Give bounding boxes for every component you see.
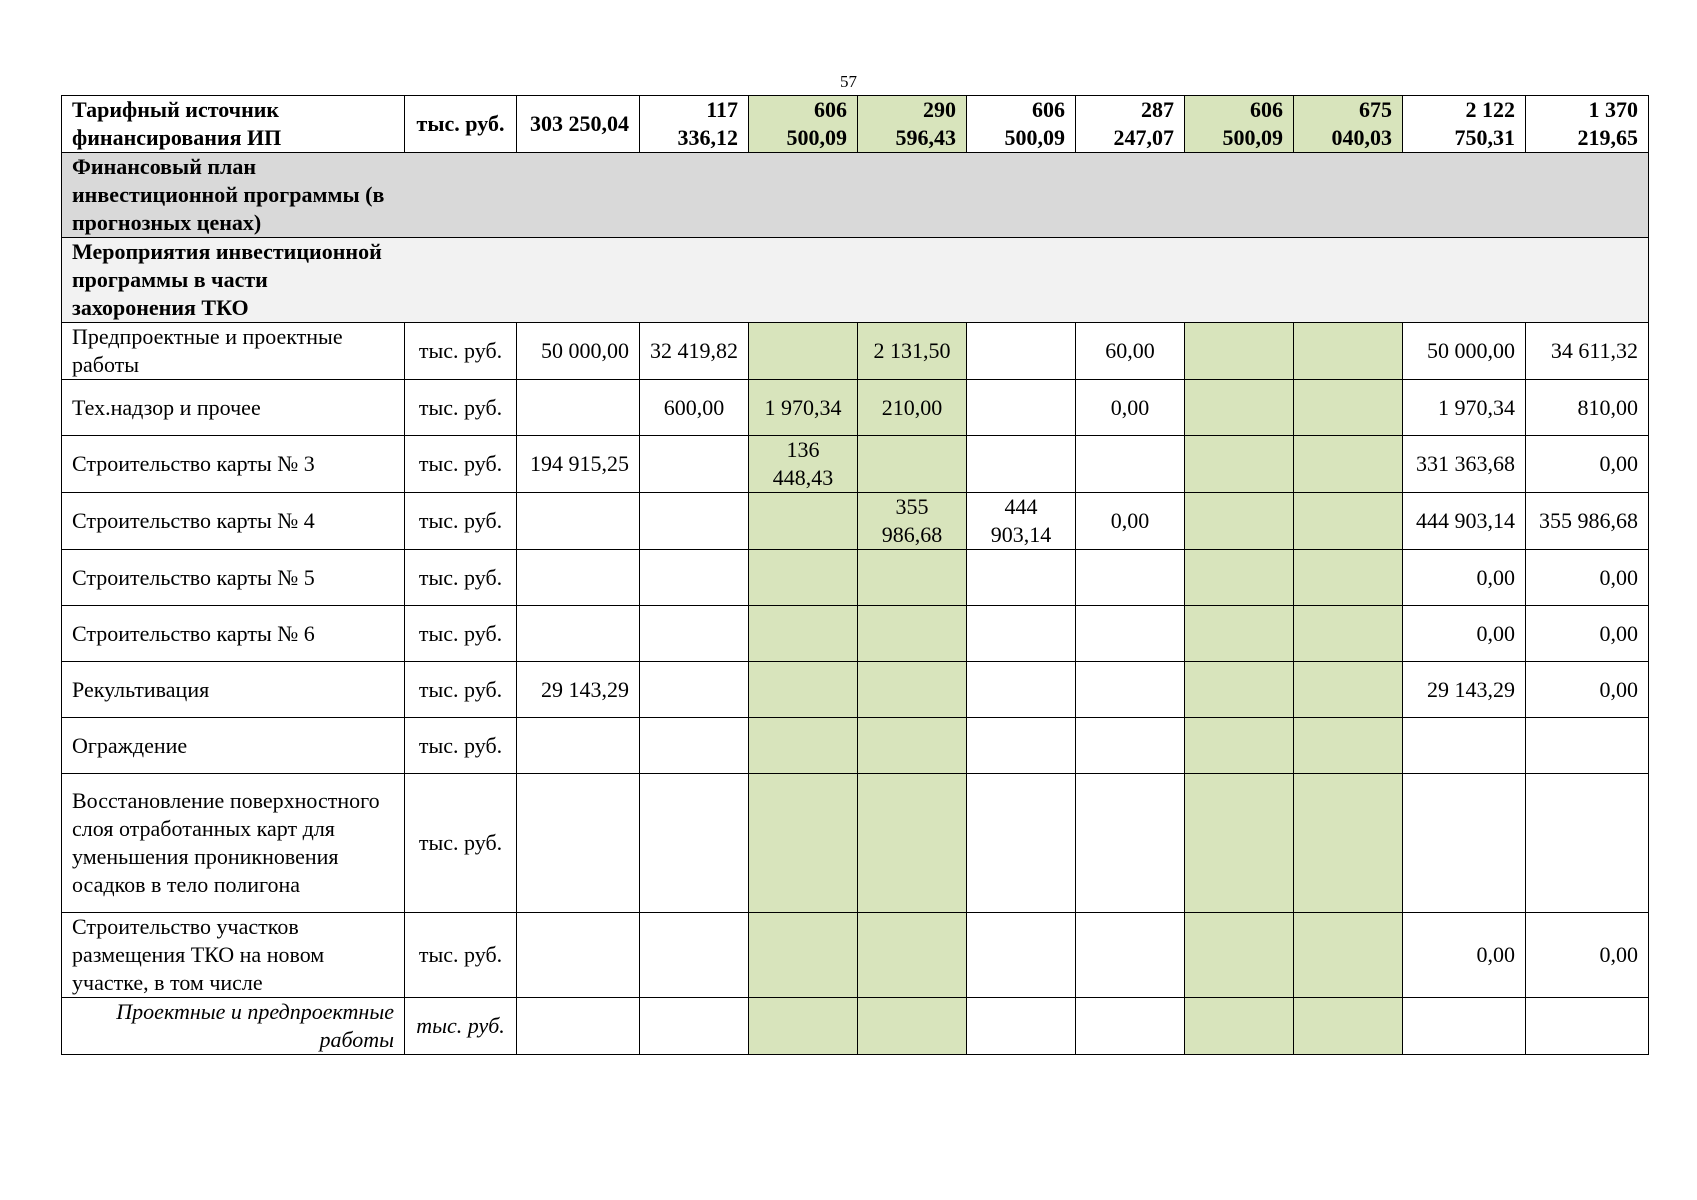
table-row	[62, 718, 1649, 774]
value-cell	[967, 718, 1076, 774]
unit-cell: тыс. руб.	[405, 493, 517, 550]
value-cell	[1294, 913, 1403, 998]
value-cell	[749, 662, 858, 718]
value-cell: 50 000,00	[517, 323, 640, 380]
value-cell: 0,00	[1403, 606, 1526, 662]
table-row	[62, 998, 1649, 1055]
section-filler-cell	[640, 153, 749, 238]
value-cell: 2 131,50	[858, 323, 967, 380]
value-cell: 194 915,25	[517, 436, 640, 493]
value-cell: 1 970,34	[1403, 380, 1526, 436]
section-header-row	[62, 238, 1649, 323]
row-label: Восстановление поверхностного слоя отработанных карт для уменьшения проникновения осадков в тело полигона	[62, 774, 405, 913]
value-cell	[640, 606, 749, 662]
value-cell: 2 122 750,31	[1403, 96, 1526, 153]
value-cell: 0,00	[1076, 380, 1185, 436]
value-cell	[1403, 998, 1526, 1055]
section-filler-cell	[1403, 153, 1526, 238]
value-cell	[858, 913, 967, 998]
value-cell: 1 970,34	[749, 380, 858, 436]
row-label: Строительство карты № 6	[62, 606, 405, 662]
unit-cell: тыс. руб.	[405, 606, 517, 662]
section-filler-cell	[1526, 238, 1649, 323]
value-cell: 355 986,68	[858, 493, 967, 550]
value-cell	[1185, 550, 1294, 606]
section-filler-cell	[1185, 238, 1294, 323]
value-cell	[967, 998, 1076, 1055]
section-filler-cell	[1526, 153, 1649, 238]
row-label: Тарифный источник финансирования ИП	[62, 96, 405, 153]
unit-cell: тыс. руб.	[405, 550, 517, 606]
value-cell	[749, 998, 858, 1055]
value-cell: 0,00	[1526, 662, 1649, 718]
section-filler-cell	[640, 238, 749, 323]
value-cell	[1294, 380, 1403, 436]
section-filler-cell	[1076, 153, 1185, 238]
value-cell: 606 500,09	[967, 96, 1076, 153]
value-cell: 303 250,04	[517, 96, 640, 153]
value-cell	[517, 718, 640, 774]
row-label: Рекультивация	[62, 662, 405, 718]
row-label: Строительство карты № 5	[62, 550, 405, 606]
value-cell	[1294, 323, 1403, 380]
value-cell	[967, 323, 1076, 380]
value-cell	[640, 550, 749, 606]
section-filler-cell	[1294, 238, 1403, 323]
value-cell: 50 000,00	[1403, 323, 1526, 380]
value-cell	[749, 718, 858, 774]
value-cell	[640, 774, 749, 913]
value-cell: 0,00	[1403, 550, 1526, 606]
value-cell	[1076, 998, 1185, 1055]
table-row	[62, 493, 1649, 550]
value-cell	[1526, 774, 1649, 913]
value-cell	[517, 913, 640, 998]
unit-cell: тыс. руб.	[405, 96, 517, 153]
value-cell: 444 903,14	[967, 493, 1076, 550]
unit-cell: тыс. руб.	[405, 718, 517, 774]
unit-cell: тыс. руб.	[405, 998, 517, 1055]
value-cell: 331 363,68	[1403, 436, 1526, 493]
value-cell	[640, 998, 749, 1055]
value-cell	[1185, 323, 1294, 380]
value-cell: 0,00	[1526, 606, 1649, 662]
value-cell: 136 448,43	[749, 436, 858, 493]
section-filler-cell	[1185, 153, 1294, 238]
value-cell: 0,00	[1526, 436, 1649, 493]
table-row	[62, 96, 1649, 153]
value-cell	[1076, 436, 1185, 493]
value-cell	[517, 493, 640, 550]
value-cell	[1185, 718, 1294, 774]
unit-cell: тыс. руб.	[405, 323, 517, 380]
row-label: Предпроектные и проектные работы	[62, 323, 405, 380]
value-cell	[858, 606, 967, 662]
value-cell	[1076, 606, 1185, 662]
value-cell	[517, 550, 640, 606]
value-cell	[1185, 913, 1294, 998]
value-cell	[1185, 662, 1294, 718]
value-cell	[967, 606, 1076, 662]
section-header-row	[62, 153, 1649, 238]
table-row	[62, 774, 1649, 913]
value-cell	[640, 718, 749, 774]
table-row	[62, 606, 1649, 662]
value-cell	[749, 493, 858, 550]
value-cell	[1076, 774, 1185, 913]
value-cell: 210,00	[858, 380, 967, 436]
section-filler-cell	[405, 238, 517, 323]
section-title: Финансовый план инвестиционной программы (в прогнозных ценах)	[62, 153, 405, 238]
value-cell	[1185, 998, 1294, 1055]
value-cell	[967, 436, 1076, 493]
value-cell	[517, 774, 640, 913]
value-cell	[1526, 718, 1649, 774]
value-cell	[1526, 998, 1649, 1055]
value-cell: 0,00	[1526, 913, 1649, 998]
value-cell	[749, 323, 858, 380]
section-filler-cell	[1294, 153, 1403, 238]
section-filler-cell	[405, 153, 517, 238]
value-cell	[749, 550, 858, 606]
table-row	[62, 913, 1649, 998]
value-cell	[1185, 493, 1294, 550]
value-cell	[1185, 606, 1294, 662]
row-label: Ограждение	[62, 718, 405, 774]
value-cell	[640, 436, 749, 493]
unit-cell: тыс. руб.	[405, 662, 517, 718]
value-cell: 34 611,32	[1526, 323, 1649, 380]
value-cell	[858, 436, 967, 493]
value-cell	[1403, 774, 1526, 913]
value-cell	[1294, 436, 1403, 493]
value-cell	[1185, 774, 1294, 913]
value-cell	[749, 913, 858, 998]
table-row	[62, 550, 1649, 606]
value-cell	[1076, 550, 1185, 606]
row-label: Строительство карты № 4	[62, 493, 405, 550]
section-filler-cell	[1076, 238, 1185, 323]
value-cell	[967, 550, 1076, 606]
value-cell: 675 040,03	[1294, 96, 1403, 153]
value-cell: 1 370 219,65	[1526, 96, 1649, 153]
value-cell	[1294, 493, 1403, 550]
value-cell	[517, 380, 640, 436]
value-cell: 0,00	[1526, 550, 1649, 606]
value-cell	[640, 662, 749, 718]
table-row	[62, 323, 1649, 380]
unit-cell: тыс. руб.	[405, 774, 517, 913]
unit-cell: тыс. руб.	[405, 436, 517, 493]
section-title: Мероприятия инвестиционной программы в части захоронения ТКО	[62, 238, 405, 323]
value-cell: 810,00	[1526, 380, 1649, 436]
value-cell: 287 247,07	[1076, 96, 1185, 153]
value-cell: 355 986,68	[1526, 493, 1649, 550]
value-cell: 60,00	[1076, 323, 1185, 380]
value-cell	[640, 493, 749, 550]
value-cell: 32 419,82	[640, 323, 749, 380]
value-cell	[967, 774, 1076, 913]
row-label: Строительство карты № 3	[62, 436, 405, 493]
value-cell: 606 500,09	[1185, 96, 1294, 153]
value-cell	[858, 718, 967, 774]
row-label: Строительство участков размещения ТКО на новом участке, в том числе	[62, 913, 405, 998]
value-cell	[517, 606, 640, 662]
section-filler-cell	[967, 238, 1076, 323]
value-cell	[967, 913, 1076, 998]
value-cell: 29 143,29	[1403, 662, 1526, 718]
table-body	[62, 96, 1649, 1055]
value-cell: 444 903,14	[1403, 493, 1526, 550]
value-cell	[1076, 718, 1185, 774]
financial-plan-table	[61, 95, 1649, 1055]
value-cell	[640, 913, 749, 998]
value-cell: 0,00	[1403, 913, 1526, 998]
value-cell	[1076, 662, 1185, 718]
value-cell	[1185, 380, 1294, 436]
table-row	[62, 662, 1649, 718]
row-label: Проектные и предпроектные работы	[62, 998, 405, 1055]
value-cell	[1076, 913, 1185, 998]
value-cell	[1185, 436, 1294, 493]
unit-cell: тыс. руб.	[405, 380, 517, 436]
value-cell	[1294, 550, 1403, 606]
value-cell	[749, 606, 858, 662]
section-filler-cell	[1403, 238, 1526, 323]
value-cell	[858, 662, 967, 718]
value-cell: 117 336,12	[640, 96, 749, 153]
section-filler-cell	[749, 153, 858, 238]
value-cell	[517, 998, 640, 1055]
value-cell	[858, 774, 967, 913]
section-filler-cell	[517, 153, 640, 238]
section-filler-cell	[858, 238, 967, 323]
value-cell	[749, 774, 858, 913]
value-cell	[1294, 662, 1403, 718]
value-cell	[1294, 998, 1403, 1055]
value-cell	[1403, 718, 1526, 774]
page-number: 57	[840, 72, 857, 91]
value-cell	[1294, 774, 1403, 913]
section-filler-cell	[858, 153, 967, 238]
value-cell: 29 143,29	[517, 662, 640, 718]
value-cell: 290 596,43	[858, 96, 967, 153]
value-cell	[858, 998, 967, 1055]
value-cell	[967, 662, 1076, 718]
value-cell	[1294, 606, 1403, 662]
value-cell	[858, 550, 967, 606]
section-filler-cell	[517, 238, 640, 323]
table-row	[62, 380, 1649, 436]
table-row	[62, 436, 1649, 493]
value-cell: 600,00	[640, 380, 749, 436]
section-filler-cell	[749, 238, 858, 323]
value-cell: 0,00	[1076, 493, 1185, 550]
section-filler-cell	[967, 153, 1076, 238]
value-cell	[967, 380, 1076, 436]
value-cell	[1294, 718, 1403, 774]
unit-cell: тыс. руб.	[405, 913, 517, 998]
value-cell: 606 500,09	[749, 96, 858, 153]
row-label: Тех.надзор и прочее	[62, 380, 405, 436]
